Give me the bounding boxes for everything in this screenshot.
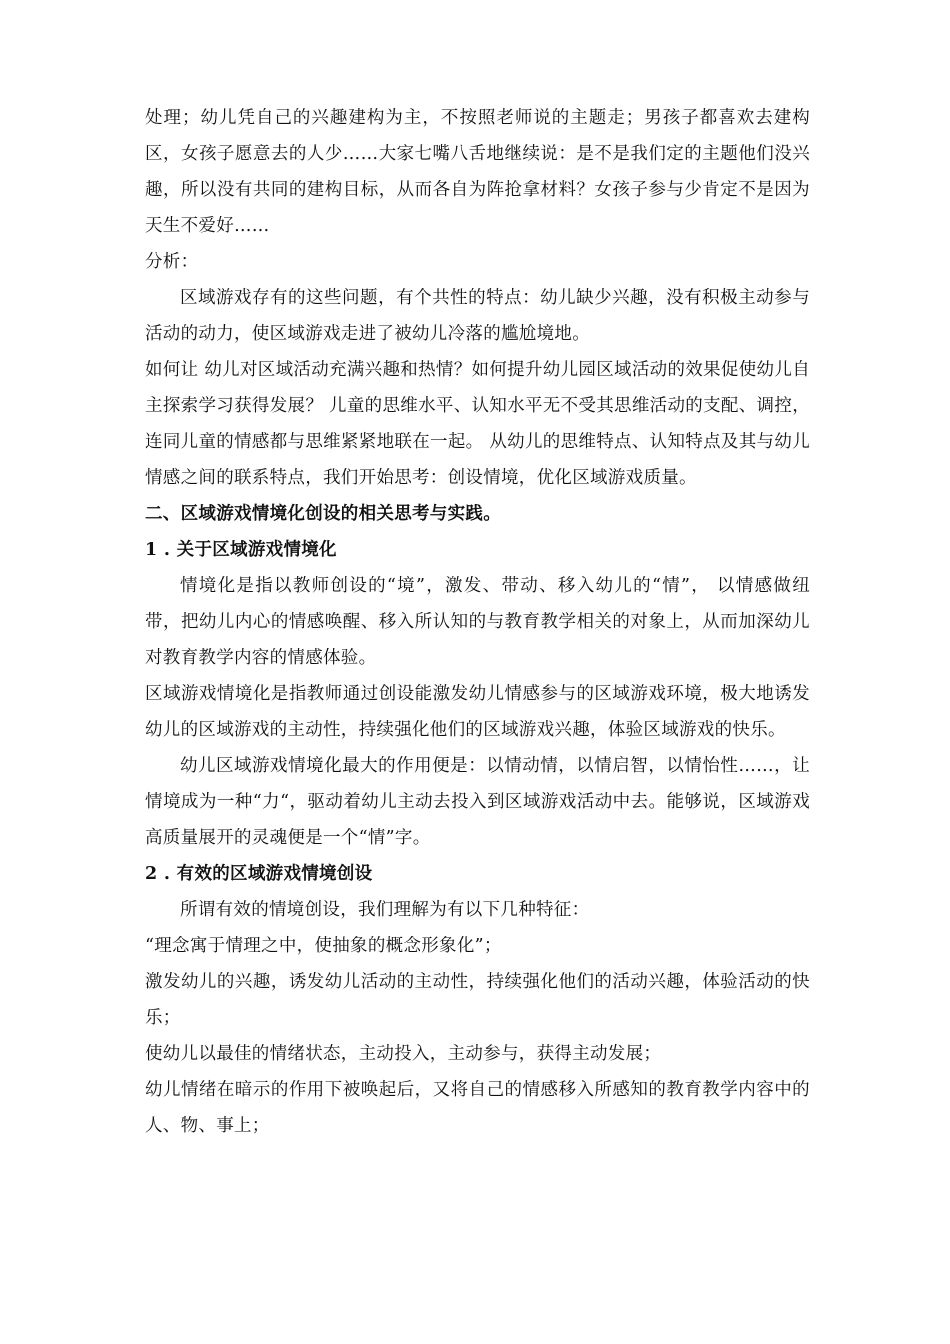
paragraph-7: 情境化是指以教师创设的“境”，激发、带动、移入幼儿的“情”， 以情感做纽带，把幼儿内心的情感唤醒、移入所认知的与教育教学相关的对象上，从而加深幼儿对教育教学内容的情感体验。 xyxy=(145,576,810,668)
paragraph-12: “理念寓于情理之中，使抽象的概念形象化”； xyxy=(145,936,502,956)
paragraph-13: 激发幼儿的兴趣，诱发幼儿活动的主动性，持续强化他们的活动兴趣，体验活动的快乐； xyxy=(145,972,810,1028)
paragraph-9: 幼儿区域游戏情境化最大的作用便是：以情动情，以情启智，以情怡性……，让情境成为一种“力“，驱动着幼儿主动去投入到区域游戏活动中去。能够说，区域游戏高质量展开的灵魂便是一个“情”字。 xyxy=(145,756,810,848)
paragraph-14: 使幼儿以最佳的情绪状态，主动投入，主动参与，获得主动发展； xyxy=(145,1044,662,1064)
paragraph-15: 幼儿情绪在暗示的作用下被唤起后，又将自己的情感移入所感知的教育教学内容中的人、物、事上； xyxy=(145,1080,810,1136)
subsection-heading-1: 1 . 关于区域游戏情境化 xyxy=(145,540,337,560)
section-heading-2: 二、区域游戏情境化创设的相关思考与实践。 xyxy=(145,504,501,524)
paragraph-11: 所谓有效的情境创设，我们理解为有以下几种特征： xyxy=(180,900,590,920)
paragraph-8: 区域游戏情境化是指教师通过创设能激发幼儿情感参与的区域游戏环境，极大地诱发幼儿的区域游戏的主动性，持续强化他们的区域游戏兴趣，体验区域游戏的快乐。 xyxy=(145,684,810,740)
subsection-heading-2: 2 . 有效的区域游戏情境创设 xyxy=(145,864,373,884)
paragraph-analysis-label: 分析： xyxy=(145,252,199,272)
paragraph-4: 如何让 幼儿对区域活动充满兴趣和热情？如何提升幼儿园区域活动的效果促使幼儿自主探索学习获得发展？ 儿童的思维水平、认知水平无不受其思维活动的支配、调控，连同儿童的情感都与思维紧紧地联在一起。 从幼儿的思维特点、认知特点及其与幼儿情感之间的联系特点，我们开始思考：创设情境，优化区域游戏质量。 xyxy=(145,360,810,488)
paragraph-1: 处理；幼儿凭自己的兴趣建构为主，不按照老师说的主题走；男孩子都喜欢去建构区，女孩子愿意去的人少……大家七嘴八舌地继续说：是不是我们定的主题他们没兴趣，所以没有共同的建构目标，从而各自为阵抢拿材料？女孩子参与少肯定不是因为天生不爱好…… xyxy=(145,108,810,236)
document-body xyxy=(145,100,810,1144)
paragraph-3: 区域游戏存有的这些问题，有个共性的特点：幼儿缺少兴趣，没有积极主动参与活动的动力，使区域游戏走进了被幼儿冷落的尴尬境地。 xyxy=(145,288,810,344)
